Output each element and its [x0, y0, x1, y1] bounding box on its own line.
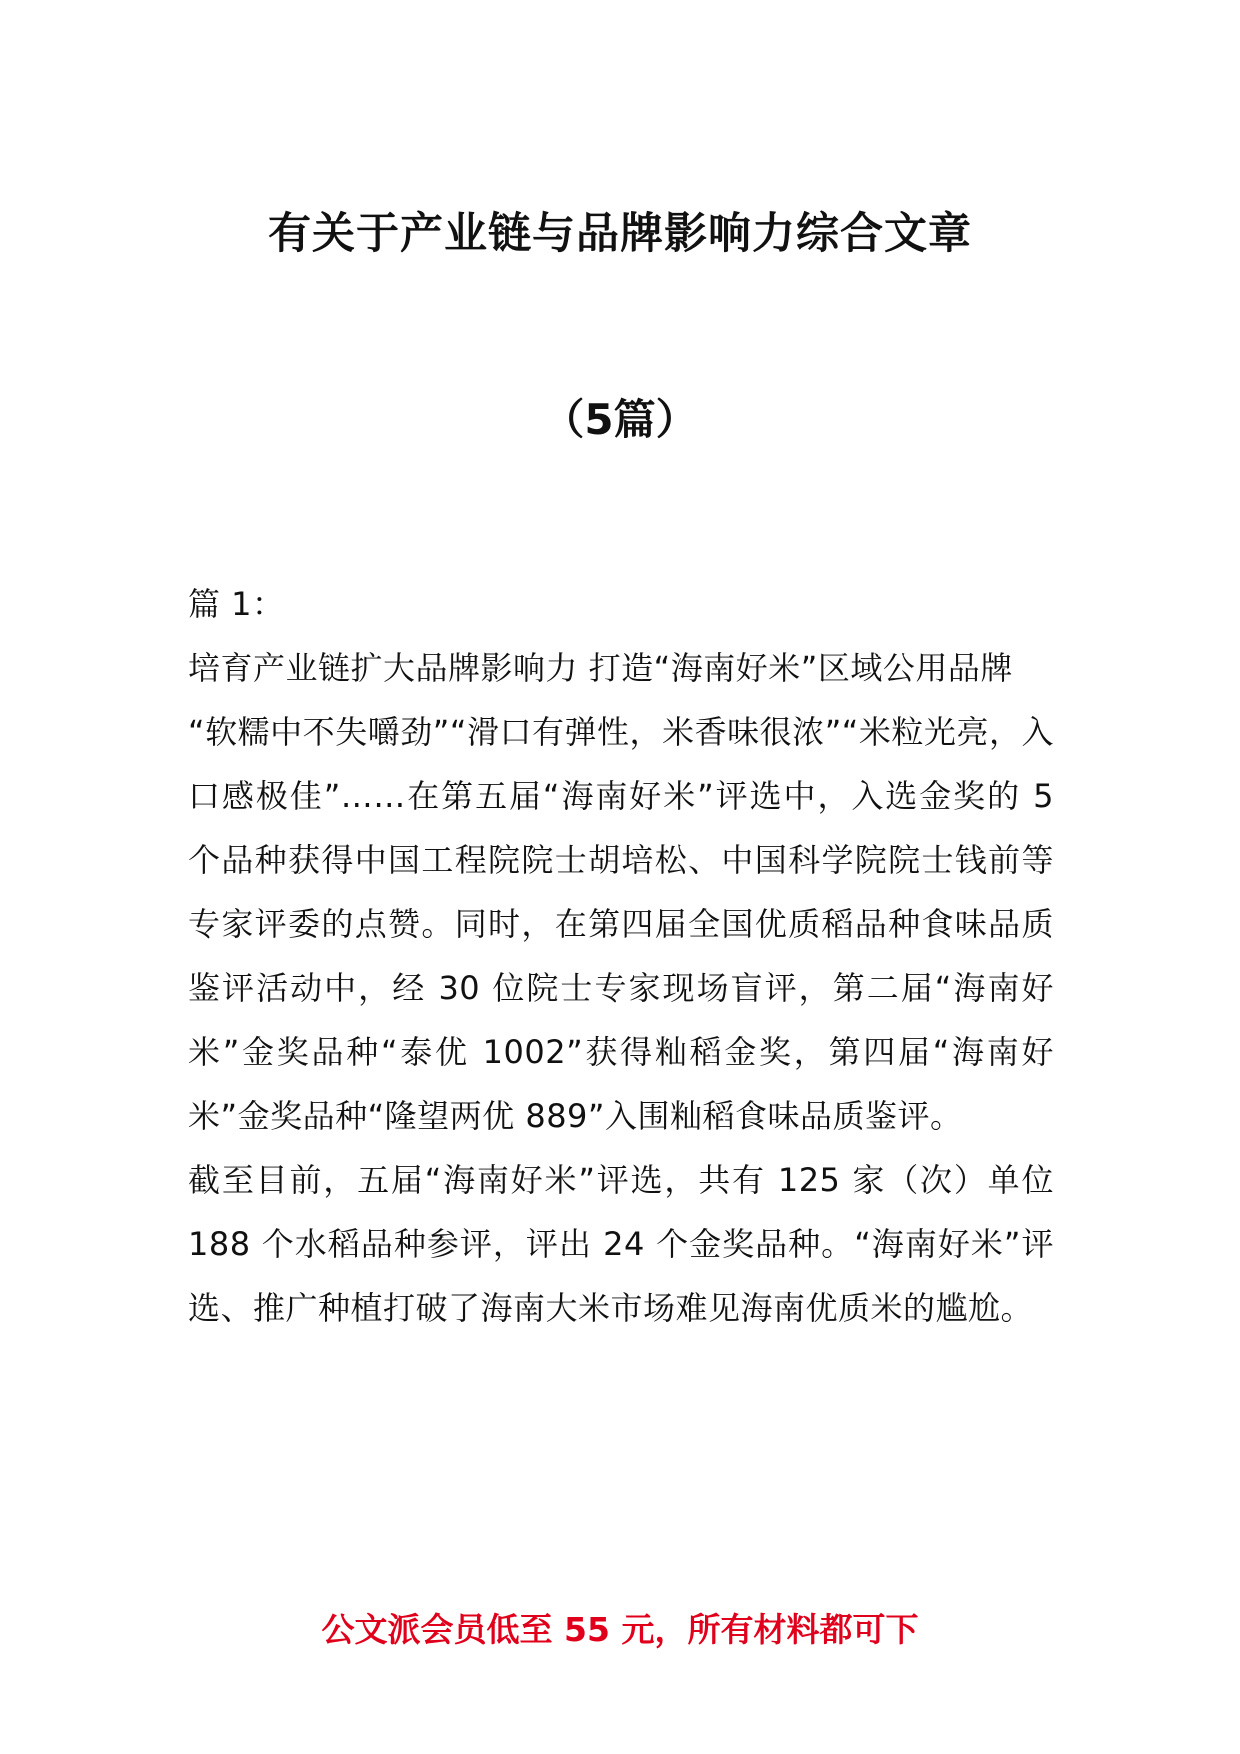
body-paragraph: 截至目前，五届“海南好米”评选，共有 125 家（次）单位 188 个水稻品种参评，评出 24 个金奖品种。“海南好米”评选、推广种植打破了海南大米市场难见海南优质米的尴尬。 [188, 1161, 1054, 1327]
promo-banner: 公文派会员低至 55 元，所有材料都可下 [321, 1610, 919, 1649]
document-body [188, 572, 1054, 1340]
document-subtitle: （5篇） [542, 395, 698, 444]
section-label: 篇 1： [188, 585, 285, 623]
article-heading: 培育产业链扩大品牌影响力 打造“海南好米”区域公用品牌 [188, 649, 1013, 687]
document-title: 有关于产业链与品牌影响力综合文章 [268, 209, 972, 259]
body-paragraph: “软糯中不失嚼劲”“滑口有弹性，米香味很浓”“米粒光亮，入口感极佳”……在第五届“海南好米”评选中，入选金奖的 5 个品种获得中国工程院院士胡培松、中国科学院院士钱前等专家评委的点赞。同时，在第四届全国优质稻品种食味品质鉴评活动中，经 30 位院士专家现场盲评，第二届“海南好米”金奖品种“泰优 1002”获得籼稻金奖，第四届“海南好米”金奖品种“隆望两优 889”入围籼稻食味品质鉴评。 [188, 713, 1054, 1135]
